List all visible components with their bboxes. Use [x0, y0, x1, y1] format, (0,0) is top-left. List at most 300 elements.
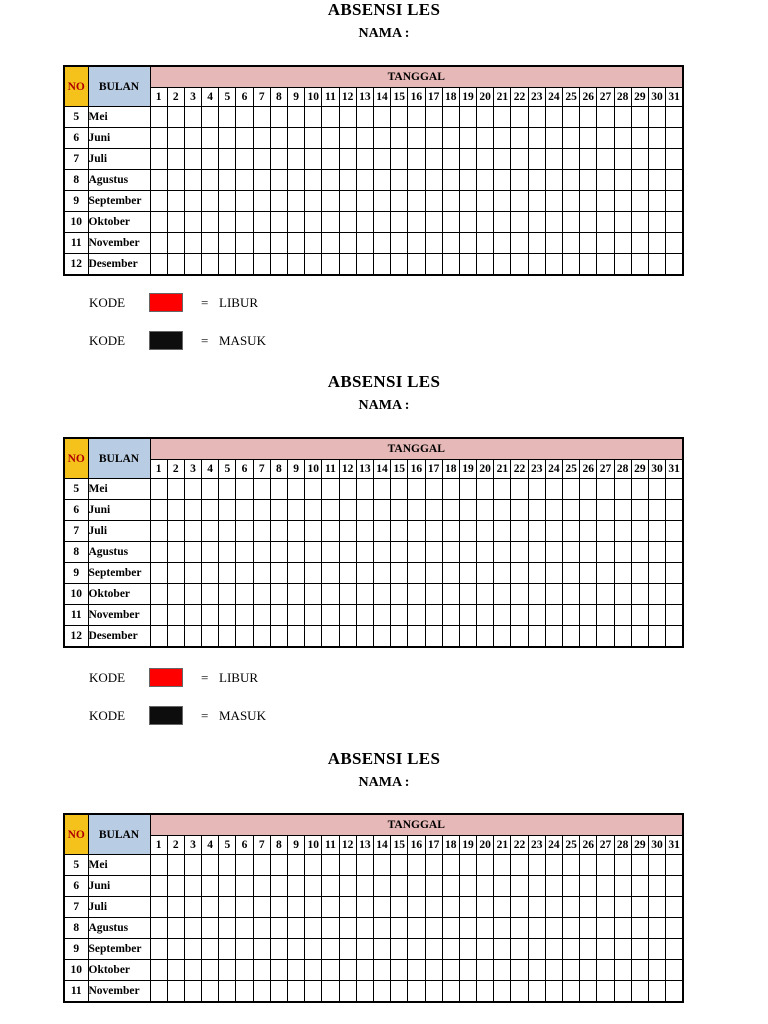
attendance-cell[interactable]	[511, 107, 528, 128]
attendance-cell[interactable]	[459, 960, 476, 981]
attendance-cell[interactable]	[614, 149, 631, 170]
attendance-cell[interactable]	[511, 855, 528, 876]
attendance-cell[interactable]	[270, 212, 287, 233]
attendance-cell[interactable]	[305, 149, 322, 170]
attendance-cell[interactable]	[511, 584, 528, 605]
attendance-cell[interactable]	[580, 149, 597, 170]
attendance-cell[interactable]	[597, 128, 614, 149]
attendance-cell[interactable]	[236, 626, 253, 648]
attendance-cell[interactable]	[339, 960, 356, 981]
attendance-cell[interactable]	[202, 128, 219, 149]
attendance-cell[interactable]	[167, 107, 184, 128]
attendance-cell[interactable]	[494, 254, 511, 276]
attendance-cell[interactable]	[425, 521, 442, 542]
attendance-cell[interactable]	[408, 939, 425, 960]
attendance-cell[interactable]	[253, 233, 270, 254]
attendance-cell[interactable]	[442, 897, 459, 918]
attendance-cell[interactable]	[511, 876, 528, 897]
attendance-cell[interactable]	[339, 149, 356, 170]
attendance-cell[interactable]	[442, 191, 459, 212]
attendance-cell[interactable]	[614, 918, 631, 939]
attendance-cell[interactable]	[528, 212, 545, 233]
attendance-cell[interactable]	[391, 128, 408, 149]
attendance-cell[interactable]	[494, 170, 511, 191]
attendance-cell[interactable]	[356, 876, 373, 897]
attendance-cell[interactable]	[236, 855, 253, 876]
attendance-cell[interactable]	[666, 584, 683, 605]
attendance-cell[interactable]	[288, 521, 305, 542]
attendance-cell[interactable]	[408, 918, 425, 939]
attendance-cell[interactable]	[459, 233, 476, 254]
attendance-cell[interactable]	[322, 191, 339, 212]
attendance-cell[interactable]	[545, 939, 562, 960]
attendance-cell[interactable]	[305, 897, 322, 918]
attendance-cell[interactable]	[391, 149, 408, 170]
attendance-cell[interactable]	[253, 128, 270, 149]
attendance-cell[interactable]	[511, 939, 528, 960]
attendance-cell[interactable]	[288, 254, 305, 276]
attendance-cell[interactable]	[614, 128, 631, 149]
attendance-cell[interactable]	[459, 939, 476, 960]
attendance-cell[interactable]	[511, 191, 528, 212]
attendance-cell[interactable]	[580, 233, 597, 254]
attendance-cell[interactable]	[408, 981, 425, 1003]
attendance-cell[interactable]	[184, 855, 201, 876]
attendance-cell[interactable]	[219, 563, 236, 584]
attendance-cell[interactable]	[356, 500, 373, 521]
attendance-cell[interactable]	[511, 500, 528, 521]
attendance-cell[interactable]	[288, 918, 305, 939]
attendance-cell[interactable]	[459, 149, 476, 170]
attendance-cell[interactable]	[391, 233, 408, 254]
attendance-cell[interactable]	[322, 605, 339, 626]
attendance-cell[interactable]	[356, 170, 373, 191]
attendance-cell[interactable]	[339, 212, 356, 233]
attendance-cell[interactable]	[356, 918, 373, 939]
attendance-cell[interactable]	[580, 170, 597, 191]
attendance-cell[interactable]	[528, 542, 545, 563]
attendance-cell[interactable]	[184, 939, 201, 960]
attendance-cell[interactable]	[614, 212, 631, 233]
attendance-cell[interactable]	[597, 960, 614, 981]
attendance-cell[interactable]	[511, 212, 528, 233]
attendance-cell[interactable]	[253, 254, 270, 276]
attendance-cell[interactable]	[236, 876, 253, 897]
attendance-cell[interactable]	[563, 254, 580, 276]
attendance-cell[interactable]	[528, 254, 545, 276]
attendance-cell[interactable]	[563, 939, 580, 960]
attendance-cell[interactable]	[545, 212, 562, 233]
attendance-cell[interactable]	[477, 191, 494, 212]
attendance-cell[interactable]	[494, 542, 511, 563]
attendance-cell[interactable]	[219, 939, 236, 960]
attendance-cell[interactable]	[408, 107, 425, 128]
attendance-cell[interactable]	[270, 939, 287, 960]
attendance-cell[interactable]	[339, 563, 356, 584]
attendance-cell[interactable]	[563, 149, 580, 170]
attendance-cell[interactable]	[219, 128, 236, 149]
attendance-cell[interactable]	[356, 233, 373, 254]
attendance-cell[interactable]	[580, 128, 597, 149]
attendance-cell[interactable]	[253, 605, 270, 626]
attendance-cell[interactable]	[631, 960, 648, 981]
attendance-cell[interactable]	[425, 981, 442, 1003]
attendance-cell[interactable]	[150, 981, 167, 1003]
attendance-cell[interactable]	[666, 981, 683, 1003]
attendance-cell[interactable]	[236, 170, 253, 191]
attendance-cell[interactable]	[356, 960, 373, 981]
attendance-cell[interactable]	[339, 128, 356, 149]
attendance-cell[interactable]	[167, 191, 184, 212]
attendance-cell[interactable]	[305, 254, 322, 276]
attendance-cell[interactable]	[459, 191, 476, 212]
attendance-cell[interactable]	[442, 605, 459, 626]
attendance-cell[interactable]	[373, 212, 390, 233]
attendance-cell[interactable]	[511, 149, 528, 170]
attendance-cell[interactable]	[563, 626, 580, 648]
attendance-cell[interactable]	[150, 500, 167, 521]
attendance-cell[interactable]	[459, 605, 476, 626]
attendance-cell[interactable]	[391, 212, 408, 233]
attendance-cell[interactable]	[288, 855, 305, 876]
attendance-cell[interactable]	[442, 149, 459, 170]
attendance-cell[interactable]	[391, 563, 408, 584]
attendance-cell[interactable]	[580, 876, 597, 897]
attendance-cell[interactable]	[614, 542, 631, 563]
attendance-cell[interactable]	[528, 918, 545, 939]
attendance-cell[interactable]	[408, 128, 425, 149]
attendance-cell[interactable]	[236, 212, 253, 233]
attendance-cell[interactable]	[184, 584, 201, 605]
attendance-cell[interactable]	[373, 897, 390, 918]
attendance-cell[interactable]	[666, 191, 683, 212]
attendance-cell[interactable]	[563, 479, 580, 500]
attendance-cell[interactable]	[391, 918, 408, 939]
attendance-cell[interactable]	[373, 149, 390, 170]
attendance-cell[interactable]	[391, 626, 408, 648]
attendance-cell[interactable]	[545, 479, 562, 500]
attendance-cell[interactable]	[391, 191, 408, 212]
attendance-cell[interactable]	[167, 605, 184, 626]
attendance-cell[interactable]	[356, 479, 373, 500]
attendance-cell[interactable]	[442, 128, 459, 149]
attendance-cell[interactable]	[494, 960, 511, 981]
attendance-cell[interactable]	[545, 981, 562, 1003]
attendance-cell[interactable]	[236, 897, 253, 918]
attendance-cell[interactable]	[545, 605, 562, 626]
attendance-cell[interactable]	[545, 128, 562, 149]
attendance-cell[interactable]	[666, 918, 683, 939]
attendance-cell[interactable]	[253, 939, 270, 960]
attendance-cell[interactable]	[459, 563, 476, 584]
attendance-cell[interactable]	[528, 960, 545, 981]
attendance-cell[interactable]	[425, 542, 442, 563]
attendance-cell[interactable]	[373, 605, 390, 626]
attendance-cell[interactable]	[442, 500, 459, 521]
attendance-cell[interactable]	[391, 981, 408, 1003]
attendance-cell[interactable]	[631, 500, 648, 521]
attendance-cell[interactable]	[150, 107, 167, 128]
attendance-cell[interactable]	[442, 107, 459, 128]
attendance-cell[interactable]	[511, 542, 528, 563]
attendance-cell[interactable]	[391, 939, 408, 960]
attendance-cell[interactable]	[322, 479, 339, 500]
attendance-cell[interactable]	[219, 542, 236, 563]
attendance-cell[interactable]	[167, 149, 184, 170]
attendance-cell[interactable]	[356, 563, 373, 584]
attendance-cell[interactable]	[477, 233, 494, 254]
attendance-cell[interactable]	[631, 605, 648, 626]
attendance-cell[interactable]	[528, 939, 545, 960]
attendance-cell[interactable]	[477, 521, 494, 542]
attendance-cell[interactable]	[202, 212, 219, 233]
attendance-cell[interactable]	[236, 981, 253, 1003]
attendance-cell[interactable]	[648, 254, 665, 276]
attendance-cell[interactable]	[184, 107, 201, 128]
attendance-cell[interactable]	[236, 191, 253, 212]
attendance-cell[interactable]	[356, 107, 373, 128]
attendance-cell[interactable]	[425, 584, 442, 605]
attendance-cell[interactable]	[219, 521, 236, 542]
attendance-cell[interactable]	[545, 584, 562, 605]
attendance-cell[interactable]	[597, 605, 614, 626]
attendance-cell[interactable]	[305, 855, 322, 876]
attendance-cell[interactable]	[648, 584, 665, 605]
attendance-cell[interactable]	[459, 254, 476, 276]
attendance-cell[interactable]	[270, 191, 287, 212]
attendance-cell[interactable]	[666, 107, 683, 128]
attendance-cell[interactable]	[356, 626, 373, 648]
attendance-cell[interactable]	[459, 170, 476, 191]
attendance-cell[interactable]	[528, 233, 545, 254]
attendance-cell[interactable]	[580, 521, 597, 542]
attendance-cell[interactable]	[322, 233, 339, 254]
attendance-cell[interactable]	[580, 479, 597, 500]
attendance-cell[interactable]	[236, 939, 253, 960]
attendance-cell[interactable]	[494, 128, 511, 149]
attendance-cell[interactable]	[528, 897, 545, 918]
attendance-cell[interactable]	[253, 563, 270, 584]
attendance-cell[interactable]	[339, 584, 356, 605]
attendance-cell[interactable]	[631, 233, 648, 254]
attendance-cell[interactable]	[528, 605, 545, 626]
attendance-cell[interactable]	[219, 500, 236, 521]
attendance-cell[interactable]	[322, 939, 339, 960]
attendance-cell[interactable]	[511, 918, 528, 939]
attendance-cell[interactable]	[184, 149, 201, 170]
attendance-cell[interactable]	[459, 981, 476, 1003]
attendance-cell[interactable]	[305, 107, 322, 128]
attendance-cell[interactable]	[425, 191, 442, 212]
attendance-cell[interactable]	[597, 254, 614, 276]
attendance-cell[interactable]	[580, 212, 597, 233]
attendance-cell[interactable]	[614, 584, 631, 605]
attendance-cell[interactable]	[219, 855, 236, 876]
attendance-cell[interactable]	[631, 897, 648, 918]
attendance-cell[interactable]	[545, 149, 562, 170]
attendance-cell[interactable]	[339, 897, 356, 918]
attendance-cell[interactable]	[666, 149, 683, 170]
attendance-cell[interactable]	[236, 107, 253, 128]
attendance-cell[interactable]	[459, 500, 476, 521]
attendance-cell[interactable]	[391, 479, 408, 500]
attendance-cell[interactable]	[339, 170, 356, 191]
attendance-cell[interactable]	[442, 479, 459, 500]
attendance-cell[interactable]	[253, 855, 270, 876]
attendance-cell[interactable]	[167, 233, 184, 254]
attendance-cell[interactable]	[253, 212, 270, 233]
attendance-cell[interactable]	[442, 876, 459, 897]
attendance-cell[interactable]	[219, 876, 236, 897]
attendance-cell[interactable]	[580, 626, 597, 648]
attendance-cell[interactable]	[305, 542, 322, 563]
attendance-cell[interactable]	[305, 500, 322, 521]
attendance-cell[interactable]	[288, 939, 305, 960]
attendance-cell[interactable]	[563, 876, 580, 897]
attendance-cell[interactable]	[202, 855, 219, 876]
attendance-cell[interactable]	[511, 960, 528, 981]
attendance-cell[interactable]	[459, 521, 476, 542]
attendance-cell[interactable]	[494, 939, 511, 960]
attendance-cell[interactable]	[597, 542, 614, 563]
attendance-cell[interactable]	[373, 960, 390, 981]
attendance-cell[interactable]	[631, 191, 648, 212]
attendance-cell[interactable]	[666, 479, 683, 500]
attendance-cell[interactable]	[253, 584, 270, 605]
attendance-cell[interactable]	[477, 855, 494, 876]
attendance-cell[interactable]	[563, 128, 580, 149]
attendance-cell[interactable]	[597, 981, 614, 1003]
attendance-cell[interactable]	[494, 626, 511, 648]
attendance-cell[interactable]	[580, 981, 597, 1003]
attendance-cell[interactable]	[322, 128, 339, 149]
attendance-cell[interactable]	[511, 128, 528, 149]
attendance-cell[interactable]	[477, 254, 494, 276]
attendance-cell[interactable]	[288, 149, 305, 170]
attendance-cell[interactable]	[356, 191, 373, 212]
attendance-cell[interactable]	[459, 584, 476, 605]
attendance-cell[interactable]	[408, 254, 425, 276]
attendance-cell[interactable]	[494, 981, 511, 1003]
attendance-cell[interactable]	[184, 563, 201, 584]
attendance-cell[interactable]	[391, 521, 408, 542]
attendance-cell[interactable]	[597, 876, 614, 897]
attendance-cell[interactable]	[580, 960, 597, 981]
attendance-cell[interactable]	[631, 107, 648, 128]
attendance-cell[interactable]	[563, 500, 580, 521]
attendance-cell[interactable]	[202, 876, 219, 897]
attendance-cell[interactable]	[563, 521, 580, 542]
attendance-cell[interactable]	[511, 254, 528, 276]
attendance-cell[interactable]	[167, 918, 184, 939]
attendance-cell[interactable]	[666, 855, 683, 876]
attendance-cell[interactable]	[373, 542, 390, 563]
attendance-cell[interactable]	[236, 918, 253, 939]
attendance-cell[interactable]	[339, 939, 356, 960]
attendance-cell[interactable]	[511, 563, 528, 584]
attendance-cell[interactable]	[666, 254, 683, 276]
attendance-cell[interactable]	[339, 605, 356, 626]
attendance-cell[interactable]	[442, 918, 459, 939]
attendance-cell[interactable]	[648, 542, 665, 563]
attendance-cell[interactable]	[459, 918, 476, 939]
attendance-cell[interactable]	[459, 855, 476, 876]
attendance-cell[interactable]	[288, 981, 305, 1003]
attendance-cell[interactable]	[184, 254, 201, 276]
attendance-cell[interactable]	[425, 626, 442, 648]
attendance-cell[interactable]	[563, 605, 580, 626]
attendance-cell[interactable]	[219, 170, 236, 191]
attendance-cell[interactable]	[150, 233, 167, 254]
attendance-cell[interactable]	[150, 521, 167, 542]
attendance-cell[interactable]	[305, 960, 322, 981]
attendance-cell[interactable]	[184, 212, 201, 233]
attendance-cell[interactable]	[253, 981, 270, 1003]
attendance-cell[interactable]	[442, 170, 459, 191]
attendance-cell[interactable]	[373, 876, 390, 897]
attendance-cell[interactable]	[545, 876, 562, 897]
attendance-cell[interactable]	[459, 128, 476, 149]
attendance-cell[interactable]	[322, 584, 339, 605]
attendance-cell[interactable]	[373, 584, 390, 605]
attendance-cell[interactable]	[614, 563, 631, 584]
attendance-cell[interactable]	[270, 233, 287, 254]
attendance-cell[interactable]	[356, 605, 373, 626]
attendance-cell[interactable]	[528, 855, 545, 876]
attendance-cell[interactable]	[442, 233, 459, 254]
attendance-cell[interactable]	[545, 521, 562, 542]
attendance-cell[interactable]	[305, 170, 322, 191]
attendance-cell[interactable]	[494, 897, 511, 918]
attendance-cell[interactable]	[580, 542, 597, 563]
attendance-cell[interactable]	[219, 479, 236, 500]
attendance-cell[interactable]	[356, 212, 373, 233]
attendance-cell[interactable]	[580, 939, 597, 960]
attendance-cell[interactable]	[184, 128, 201, 149]
attendance-cell[interactable]	[614, 254, 631, 276]
attendance-cell[interactable]	[184, 918, 201, 939]
attendance-cell[interactable]	[614, 521, 631, 542]
attendance-cell[interactable]	[545, 563, 562, 584]
attendance-cell[interactable]	[528, 149, 545, 170]
attendance-cell[interactable]	[288, 107, 305, 128]
attendance-cell[interactable]	[373, 918, 390, 939]
attendance-cell[interactable]	[270, 254, 287, 276]
attendance-cell[interactable]	[545, 191, 562, 212]
attendance-cell[interactable]	[477, 479, 494, 500]
attendance-cell[interactable]	[236, 149, 253, 170]
attendance-cell[interactable]	[150, 542, 167, 563]
attendance-cell[interactable]	[150, 626, 167, 648]
attendance-cell[interactable]	[545, 107, 562, 128]
attendance-cell[interactable]	[219, 149, 236, 170]
attendance-cell[interactable]	[305, 233, 322, 254]
attendance-cell[interactable]	[477, 170, 494, 191]
attendance-cell[interactable]	[167, 500, 184, 521]
attendance-cell[interactable]	[288, 876, 305, 897]
attendance-cell[interactable]	[305, 626, 322, 648]
attendance-cell[interactable]	[322, 254, 339, 276]
attendance-cell[interactable]	[236, 563, 253, 584]
attendance-cell[interactable]	[202, 170, 219, 191]
attendance-cell[interactable]	[391, 542, 408, 563]
attendance-cell[interactable]	[305, 584, 322, 605]
attendance-cell[interactable]	[666, 605, 683, 626]
attendance-cell[interactable]	[356, 521, 373, 542]
attendance-cell[interactable]	[167, 521, 184, 542]
attendance-cell[interactable]	[184, 960, 201, 981]
attendance-cell[interactable]	[391, 855, 408, 876]
